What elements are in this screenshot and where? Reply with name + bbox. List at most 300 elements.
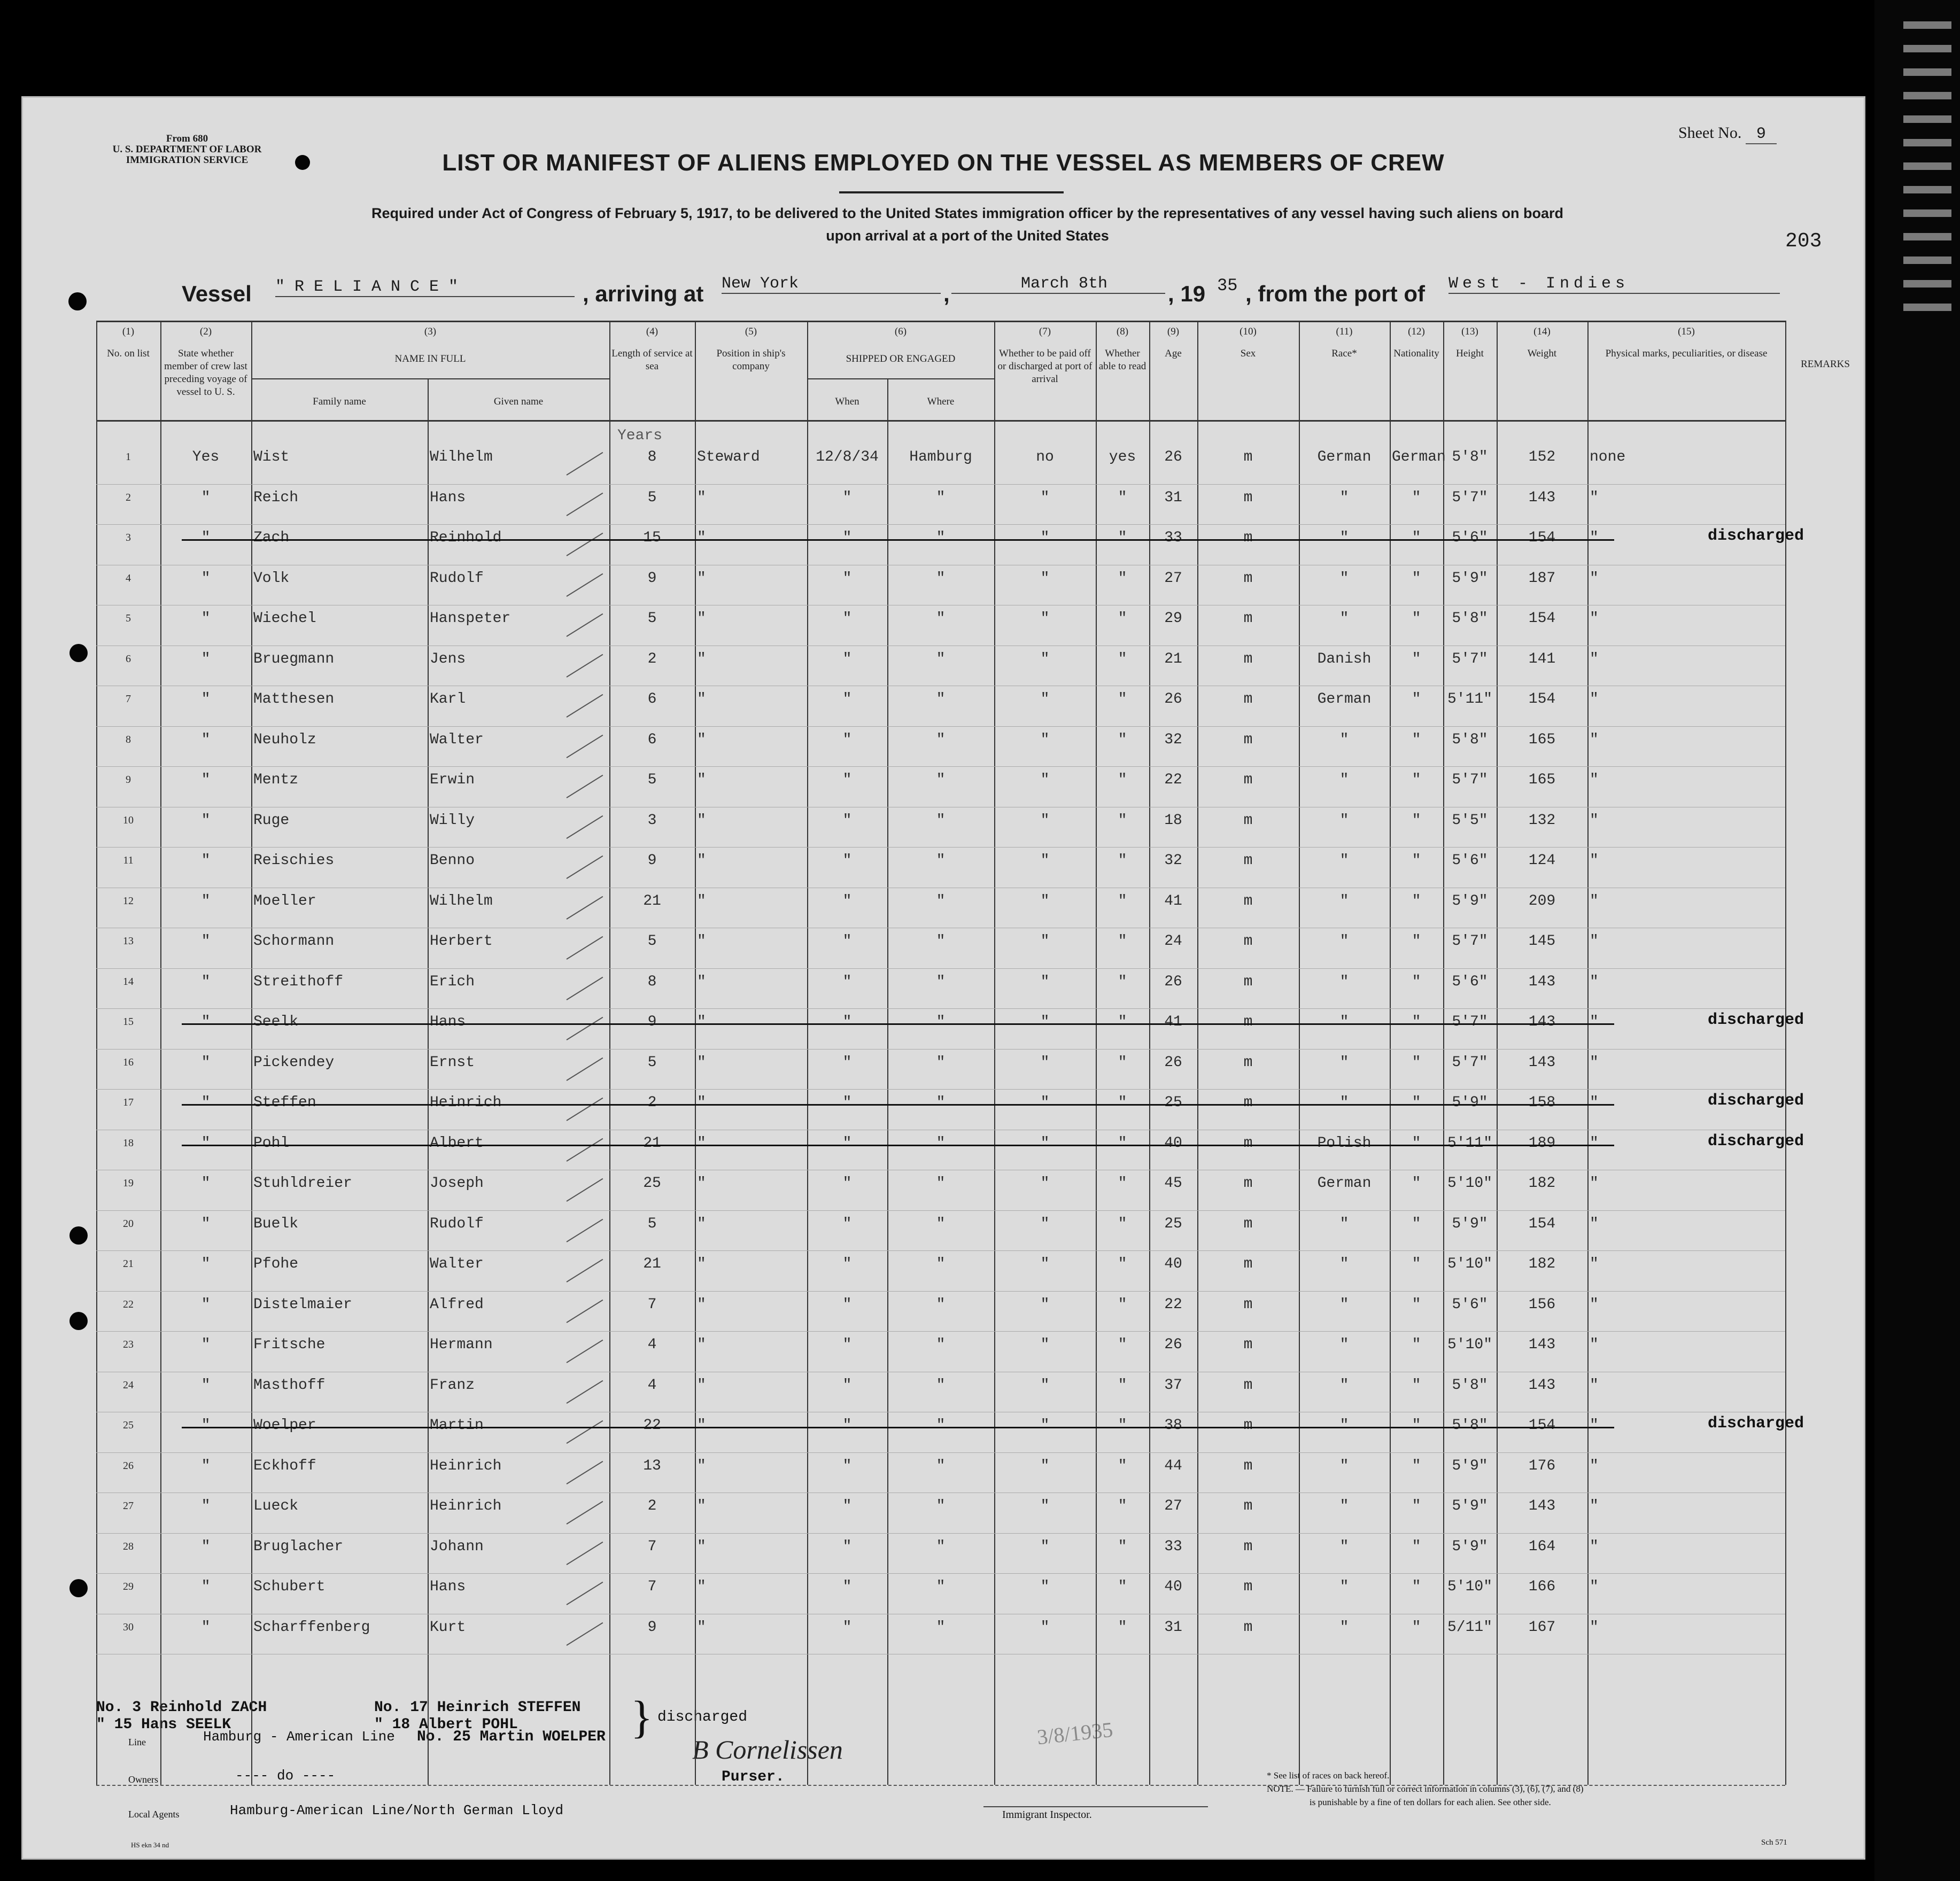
cell-paid: " xyxy=(1040,1054,1050,1071)
line-label: Line xyxy=(128,1737,146,1747)
cell-no: 25 xyxy=(123,1419,134,1431)
cell-given: Kurt xyxy=(430,1619,466,1636)
cell-weight: 141 xyxy=(1528,650,1556,667)
cell-where: " xyxy=(936,1094,946,1111)
cell-weight: 189 xyxy=(1528,1134,1556,1152)
cell-sex: m xyxy=(1243,1619,1253,1636)
cell-when: " xyxy=(842,852,852,869)
column-header: Whether able to read xyxy=(1098,348,1146,372)
arriving-label: , arriving at xyxy=(583,281,704,306)
manifest-title: LIST OR MANIFEST OF ALIENS EMPLOYED ON THE VESSEL AS MEMBERS OF CREW xyxy=(442,150,1445,176)
cell-marks: " xyxy=(1590,1215,1599,1232)
cell-prev: " xyxy=(201,1538,211,1555)
cell-age: 40 xyxy=(1164,1256,1182,1272)
cell-position: " xyxy=(697,1215,706,1232)
cell-age: 24 xyxy=(1164,933,1182,950)
cell-read: " xyxy=(1118,731,1127,748)
cell-when: " xyxy=(842,610,852,627)
cell-no: 27 xyxy=(123,1500,134,1512)
cell-where: " xyxy=(936,1538,946,1555)
row-rule xyxy=(96,1452,1785,1453)
cell-prev: " xyxy=(201,1215,211,1232)
cell-prev: " xyxy=(201,973,211,990)
cell-nationality: " xyxy=(1412,1619,1421,1636)
column-number: (12) xyxy=(1408,326,1425,337)
cell-family: Wiechel xyxy=(253,610,316,627)
column-number: (9) xyxy=(1167,326,1180,337)
cell-service: 21 xyxy=(643,892,661,910)
cell-age: 41 xyxy=(1164,1014,1182,1030)
cell-race: " xyxy=(1339,570,1349,587)
line-value: Hamburg - American Line xyxy=(203,1729,395,1745)
cell-height: 5'5" xyxy=(1452,812,1488,829)
cell-read: " xyxy=(1118,1538,1127,1555)
from-value: West - Indies xyxy=(1448,275,1780,294)
discharged-label: discharged xyxy=(657,1709,748,1725)
cell-height: 5'7" xyxy=(1452,650,1488,667)
cell-no: 2 xyxy=(126,491,131,503)
cell-family: Masthoff xyxy=(253,1377,326,1394)
cell-paid: " xyxy=(1040,892,1050,910)
cell-given: Karl xyxy=(430,691,466,708)
cell-marks: " xyxy=(1590,691,1599,708)
cell-race: German xyxy=(1317,449,1372,465)
cell-given: Franz xyxy=(430,1377,475,1394)
cell-prev: " xyxy=(201,1296,211,1313)
column-number: (15) xyxy=(1678,326,1695,337)
cell-service: 7 xyxy=(647,1296,657,1313)
cell-weight: 154 xyxy=(1528,691,1556,708)
cell-read: " xyxy=(1118,933,1127,950)
cell-race: " xyxy=(1339,1417,1349,1434)
cell-remarks: discharged xyxy=(1708,527,1804,545)
cell-service: 5 xyxy=(647,489,657,506)
race-note: * See list of races on back hereof. xyxy=(1267,1770,1390,1781)
cell-height: 5'8" xyxy=(1452,731,1488,748)
cell-height: 5'8" xyxy=(1452,1417,1488,1434)
cell-race: " xyxy=(1339,1296,1349,1313)
cell-nationality: " xyxy=(1412,1538,1421,1555)
cell-no: 24 xyxy=(123,1379,134,1391)
cell-age: 37 xyxy=(1164,1377,1182,1394)
cell-position: " xyxy=(697,1498,706,1514)
cell-where: " xyxy=(936,1336,946,1353)
column-rule xyxy=(160,321,161,1785)
row-rule xyxy=(96,766,1785,767)
cell-marks: " xyxy=(1590,933,1599,950)
cell-weight: 167 xyxy=(1528,1619,1556,1636)
cell-sex: m xyxy=(1243,650,1253,667)
cell-paid: " xyxy=(1040,650,1050,667)
cell-weight: 143 xyxy=(1528,1054,1556,1071)
binder-hole xyxy=(68,292,87,310)
cell-given: Walter xyxy=(430,1256,484,1272)
cell-paid: " xyxy=(1040,1256,1050,1272)
sheet-value: 9 xyxy=(1746,125,1777,144)
cell-nationality: " xyxy=(1412,1134,1421,1152)
cell-position: " xyxy=(697,933,706,950)
cell-family: Pickendey xyxy=(253,1054,335,1071)
cell-service: 2 xyxy=(647,650,657,667)
cell-when: " xyxy=(842,1296,852,1313)
cell-no: 14 xyxy=(123,975,134,988)
cell-position: " xyxy=(697,772,706,788)
cell-paid: " xyxy=(1040,1215,1050,1232)
cell-family: Woelper xyxy=(253,1417,316,1434)
subtitle-line-2: upon arrival at a port of the United States xyxy=(826,228,1109,244)
cell-service: 5 xyxy=(647,610,657,627)
cell-race: Danish xyxy=(1317,650,1372,667)
cell-where: " xyxy=(936,933,946,950)
cell-nationality: " xyxy=(1412,1498,1421,1514)
cell-when: " xyxy=(842,1417,852,1434)
cell-nationality: " xyxy=(1412,1296,1421,1313)
cell-height: 5'9" xyxy=(1452,1457,1488,1474)
cell-prev: " xyxy=(201,1457,211,1474)
cell-read: " xyxy=(1118,610,1127,627)
cell-given: Heinrich xyxy=(430,1457,502,1474)
cell-paid: " xyxy=(1040,772,1050,788)
cell-read: " xyxy=(1118,1498,1127,1514)
cell-nationality: " xyxy=(1412,731,1421,748)
cell-marks: " xyxy=(1590,1256,1599,1272)
cell-sex: m xyxy=(1243,1336,1253,1353)
sub-column-rule xyxy=(428,379,429,1785)
cell-paid: " xyxy=(1040,1377,1050,1394)
discharged-line-3: No. 25 Martin WOELPER xyxy=(417,1729,606,1745)
cell-height: 5'10" xyxy=(1447,1175,1492,1192)
cell-prev: " xyxy=(201,892,211,910)
cell-paid: " xyxy=(1040,1014,1050,1030)
binder-hole xyxy=(69,1226,88,1245)
cell-when: " xyxy=(842,1175,852,1192)
cell-family: Distelmaier xyxy=(253,1296,352,1313)
cell-where: " xyxy=(936,973,946,990)
schedule-code: Sch 571 xyxy=(1761,1838,1787,1847)
cell-prev: " xyxy=(201,650,211,667)
column-number: (5) xyxy=(745,326,757,337)
cell-family: Neuholz xyxy=(253,731,316,748)
cell-position: " xyxy=(697,1377,706,1394)
cell-nationality: " xyxy=(1412,1336,1421,1353)
cell-age: 18 xyxy=(1164,812,1182,829)
cell-race: German xyxy=(1317,691,1372,708)
cell-no: 18 xyxy=(123,1137,134,1149)
cell-race: Polish xyxy=(1317,1134,1372,1152)
cell-marks: " xyxy=(1590,1336,1599,1353)
cell-race: " xyxy=(1339,1377,1349,1394)
cell-nationality: " xyxy=(1412,1256,1421,1272)
cell-prev: " xyxy=(201,772,211,788)
cell-nationality: German xyxy=(1392,449,1446,465)
cell-read: yes xyxy=(1109,449,1136,465)
cell-no: 20 xyxy=(123,1217,134,1230)
cell-age: 26 xyxy=(1164,1336,1182,1353)
cell-read: " xyxy=(1118,1215,1127,1232)
cell-family: Stuhldreier xyxy=(253,1175,352,1192)
cell-height: 5'10" xyxy=(1447,1256,1492,1272)
row-rule xyxy=(96,968,1785,969)
column-header: NAME IN FULL xyxy=(394,353,466,364)
cell-remarks: discharged xyxy=(1708,1011,1804,1029)
row-rule xyxy=(96,1291,1785,1292)
cell-nationality: " xyxy=(1412,1417,1421,1434)
cell-given: Erwin xyxy=(430,772,475,788)
cell-when: " xyxy=(842,812,852,829)
cell-marks: " xyxy=(1590,772,1599,788)
cell-no: 17 xyxy=(123,1097,134,1108)
cell-position: " xyxy=(697,852,706,869)
cell-paid: " xyxy=(1040,570,1050,587)
cell-paid: " xyxy=(1040,1417,1050,1434)
cell-position: " xyxy=(697,1256,706,1272)
cell-service: 21 xyxy=(643,1256,661,1272)
cell-where: " xyxy=(936,530,946,546)
cell-when: " xyxy=(842,489,852,506)
cell-sex: m xyxy=(1243,1417,1253,1434)
cell-age: 26 xyxy=(1164,691,1182,708)
cell-family: Fritsche xyxy=(253,1336,326,1353)
cell-service: 9 xyxy=(647,1619,657,1636)
cell-marks: " xyxy=(1590,973,1599,990)
column-number: (4) xyxy=(646,326,659,337)
cell-position: " xyxy=(697,650,706,667)
cell-remarks: discharged xyxy=(1708,1132,1804,1151)
cell-sex: m xyxy=(1243,1538,1253,1555)
cell-sex: m xyxy=(1243,570,1253,587)
column-number: (14) xyxy=(1533,326,1551,337)
cell-paid: " xyxy=(1040,852,1050,869)
cell-given: Reinhold xyxy=(430,530,502,546)
cell-prev: " xyxy=(201,489,211,506)
cell-prev: " xyxy=(201,1134,211,1152)
cell-paid: " xyxy=(1040,973,1050,990)
cell-when: " xyxy=(842,530,852,546)
cell-service: 4 xyxy=(647,1377,657,1394)
cell-no: 28 xyxy=(123,1540,134,1552)
column-number: (11) xyxy=(1336,326,1353,337)
cell-height: 5'7" xyxy=(1452,1014,1488,1030)
discharged-line-1b: No. 17 Heinrich STEFFEN xyxy=(374,1699,581,1716)
cell-where: " xyxy=(936,892,946,910)
cell-race: " xyxy=(1339,1054,1349,1071)
cell-family: Lueck xyxy=(253,1498,299,1514)
cell-where: " xyxy=(936,1619,946,1636)
cell-when: " xyxy=(842,892,852,910)
cell-when: 12/8/34 xyxy=(816,449,879,465)
cell-height: 5/11" xyxy=(1447,1619,1492,1636)
year-value: 35 xyxy=(1217,276,1238,296)
row-rule xyxy=(96,1331,1785,1332)
cell-no: 10 xyxy=(123,814,134,826)
cell-given: Erich xyxy=(430,973,475,990)
cell-no: 3 xyxy=(126,532,131,543)
cell-service: 9 xyxy=(647,1014,657,1030)
cell-position: " xyxy=(697,691,706,708)
cell-given: Willy xyxy=(430,812,475,829)
cell-family: Volk xyxy=(253,570,290,587)
cell-age: 32 xyxy=(1164,731,1182,748)
cell-weight: 182 xyxy=(1528,1175,1556,1192)
cell-family: Seelk xyxy=(253,1014,299,1030)
cell-prev: " xyxy=(201,731,211,748)
row-rule xyxy=(96,1089,1785,1090)
cell-service: 7 xyxy=(647,1579,657,1595)
cell-prev: " xyxy=(201,1417,211,1434)
cell-race: " xyxy=(1339,772,1349,788)
inspector-rule xyxy=(983,1806,1208,1807)
cell-height: 5'6" xyxy=(1452,973,1488,990)
cell-given: Walter xyxy=(430,731,484,748)
cell-prev: " xyxy=(201,812,211,829)
purser-signature: B Cornelissen xyxy=(692,1735,843,1765)
discharged-line-1a: No. 3 Reinhold ZACH xyxy=(96,1699,267,1716)
cell-where: " xyxy=(936,691,946,708)
cell-position: " xyxy=(697,892,706,910)
cell-given: Rudolf xyxy=(430,570,484,587)
cell-given: Hanspeter xyxy=(430,610,511,627)
cell-weight: 154 xyxy=(1528,1215,1556,1232)
cell-paid: " xyxy=(1040,1336,1050,1353)
cell-family: Zach xyxy=(253,530,290,546)
cell-read: " xyxy=(1118,1619,1127,1636)
cell-no: 29 xyxy=(123,1581,134,1592)
cell-sex: m xyxy=(1243,1457,1253,1474)
cell-service: 5 xyxy=(647,1054,657,1071)
cell-when: " xyxy=(842,1256,852,1272)
cell-race: " xyxy=(1339,530,1349,546)
cell-age: 40 xyxy=(1164,1134,1182,1152)
cell-nationality: " xyxy=(1412,570,1421,587)
cell-marks: " xyxy=(1590,1579,1599,1595)
cell-service: 5 xyxy=(647,772,657,788)
cell-weight: 143 xyxy=(1528,1336,1556,1353)
cell-position: " xyxy=(697,570,706,587)
cell-nationality: " xyxy=(1412,1579,1421,1595)
cell-no: 4 xyxy=(126,572,131,584)
cell-race: German xyxy=(1317,1175,1372,1192)
row-rule xyxy=(96,726,1785,727)
cell-service: 25 xyxy=(643,1175,661,1192)
cell-no: 11 xyxy=(123,854,134,866)
cell-nationality: " xyxy=(1412,691,1421,708)
row-rule xyxy=(96,524,1785,525)
cell-no: 23 xyxy=(123,1339,134,1350)
cell-sex: m xyxy=(1243,610,1253,627)
strike-through-line xyxy=(182,1145,1614,1146)
column-header: No. on list xyxy=(107,348,150,359)
cell-paid: " xyxy=(1040,731,1050,748)
cell-age: 21 xyxy=(1164,650,1182,667)
cell-no: 26 xyxy=(123,1459,134,1472)
strike-through-line xyxy=(182,1023,1614,1025)
cell-nationality: " xyxy=(1412,772,1421,788)
cell-prev: " xyxy=(201,570,211,587)
inspector-label: Immigrant Inspector. xyxy=(1002,1809,1092,1821)
cell-height: 5'10" xyxy=(1447,1579,1492,1595)
column-header: REMARKS xyxy=(1801,359,1850,370)
cell-height: 5'10" xyxy=(1447,1336,1492,1353)
cell-marks: " xyxy=(1590,731,1599,748)
column-header: Whether to be paid off or discharged at port of arrival xyxy=(997,348,1093,385)
cell-prev: " xyxy=(201,1094,211,1111)
cell-read: " xyxy=(1118,1457,1127,1474)
cell-paid: " xyxy=(1040,489,1050,506)
cell-prev: " xyxy=(201,1014,211,1030)
cell-given: Hermann xyxy=(430,1336,493,1353)
column-number: (6) xyxy=(894,326,907,337)
cell-marks: " xyxy=(1590,1014,1599,1030)
discharged-line-2b: " 18 Albert POHL xyxy=(374,1716,518,1733)
cell-family: Bruglacher xyxy=(253,1538,344,1555)
cell-when: " xyxy=(842,570,852,587)
cell-race: " xyxy=(1339,1538,1349,1555)
cell-height: 5'11" xyxy=(1447,1134,1492,1152)
cell-family: Pfohe xyxy=(253,1256,299,1272)
arriving-value: New York xyxy=(722,275,941,294)
cell-paid: " xyxy=(1040,1134,1050,1152)
cell-race: " xyxy=(1339,1336,1349,1353)
cell-when: " xyxy=(842,772,852,788)
cell-weight: 166 xyxy=(1528,1579,1556,1595)
cell-when: " xyxy=(842,1215,852,1232)
column-header: Age xyxy=(1165,348,1182,359)
cell-sex: m xyxy=(1243,772,1253,788)
cell-where: " xyxy=(936,772,946,788)
column-subheader: Given name xyxy=(493,396,544,407)
fine-note-2: is punishable by a fine of ten dollars for each alien. See other side. xyxy=(1310,1797,1551,1807)
cell-given: Wilhelm xyxy=(430,449,493,465)
cell-no: 19 xyxy=(123,1177,134,1189)
cell-given: Ernst xyxy=(430,1054,475,1071)
cell-age: 29 xyxy=(1164,610,1182,627)
cell-position: Steward xyxy=(697,449,760,465)
column-number: (2) xyxy=(199,326,212,337)
cell-service: 6 xyxy=(647,731,657,748)
cell-paid: " xyxy=(1040,933,1050,950)
cell-prev: " xyxy=(201,1336,211,1353)
cell-where: " xyxy=(936,731,946,748)
row-rule xyxy=(96,1049,1785,1050)
cell-position: " xyxy=(697,1538,706,1555)
cell-given: Wilhelm xyxy=(430,892,493,910)
agents-value: Hamburg-American Line/North German Lloyd xyxy=(230,1802,564,1818)
cell-given: Herbert xyxy=(430,933,493,950)
cell-nationality: " xyxy=(1412,650,1421,667)
manifest-subtitle xyxy=(246,202,1689,247)
cell-age: 27 xyxy=(1164,1498,1182,1514)
cell-where: " xyxy=(936,1134,946,1152)
cell-marks: " xyxy=(1590,1134,1599,1152)
cell-given: Hans xyxy=(430,1014,466,1030)
cell-given: Heinrich xyxy=(430,1498,502,1514)
cell-weight: 164 xyxy=(1528,1538,1556,1555)
row-rule xyxy=(96,1250,1785,1251)
cell-given: Albert xyxy=(430,1134,484,1152)
column-number: (3) xyxy=(424,326,437,337)
cell-position: " xyxy=(697,973,706,990)
cell-when: " xyxy=(842,1457,852,1474)
column-header: Position in ship's company xyxy=(716,348,786,372)
cell-read: " xyxy=(1118,1175,1127,1192)
cell-read: " xyxy=(1118,1094,1127,1111)
cell-marks: " xyxy=(1590,1296,1599,1313)
cell-height: 5'9" xyxy=(1452,1538,1488,1555)
cell-family: Pohl xyxy=(253,1134,290,1152)
cell-prev: " xyxy=(201,933,211,950)
cell-marks: " xyxy=(1590,1619,1599,1636)
cell-nationality: " xyxy=(1412,1014,1421,1030)
